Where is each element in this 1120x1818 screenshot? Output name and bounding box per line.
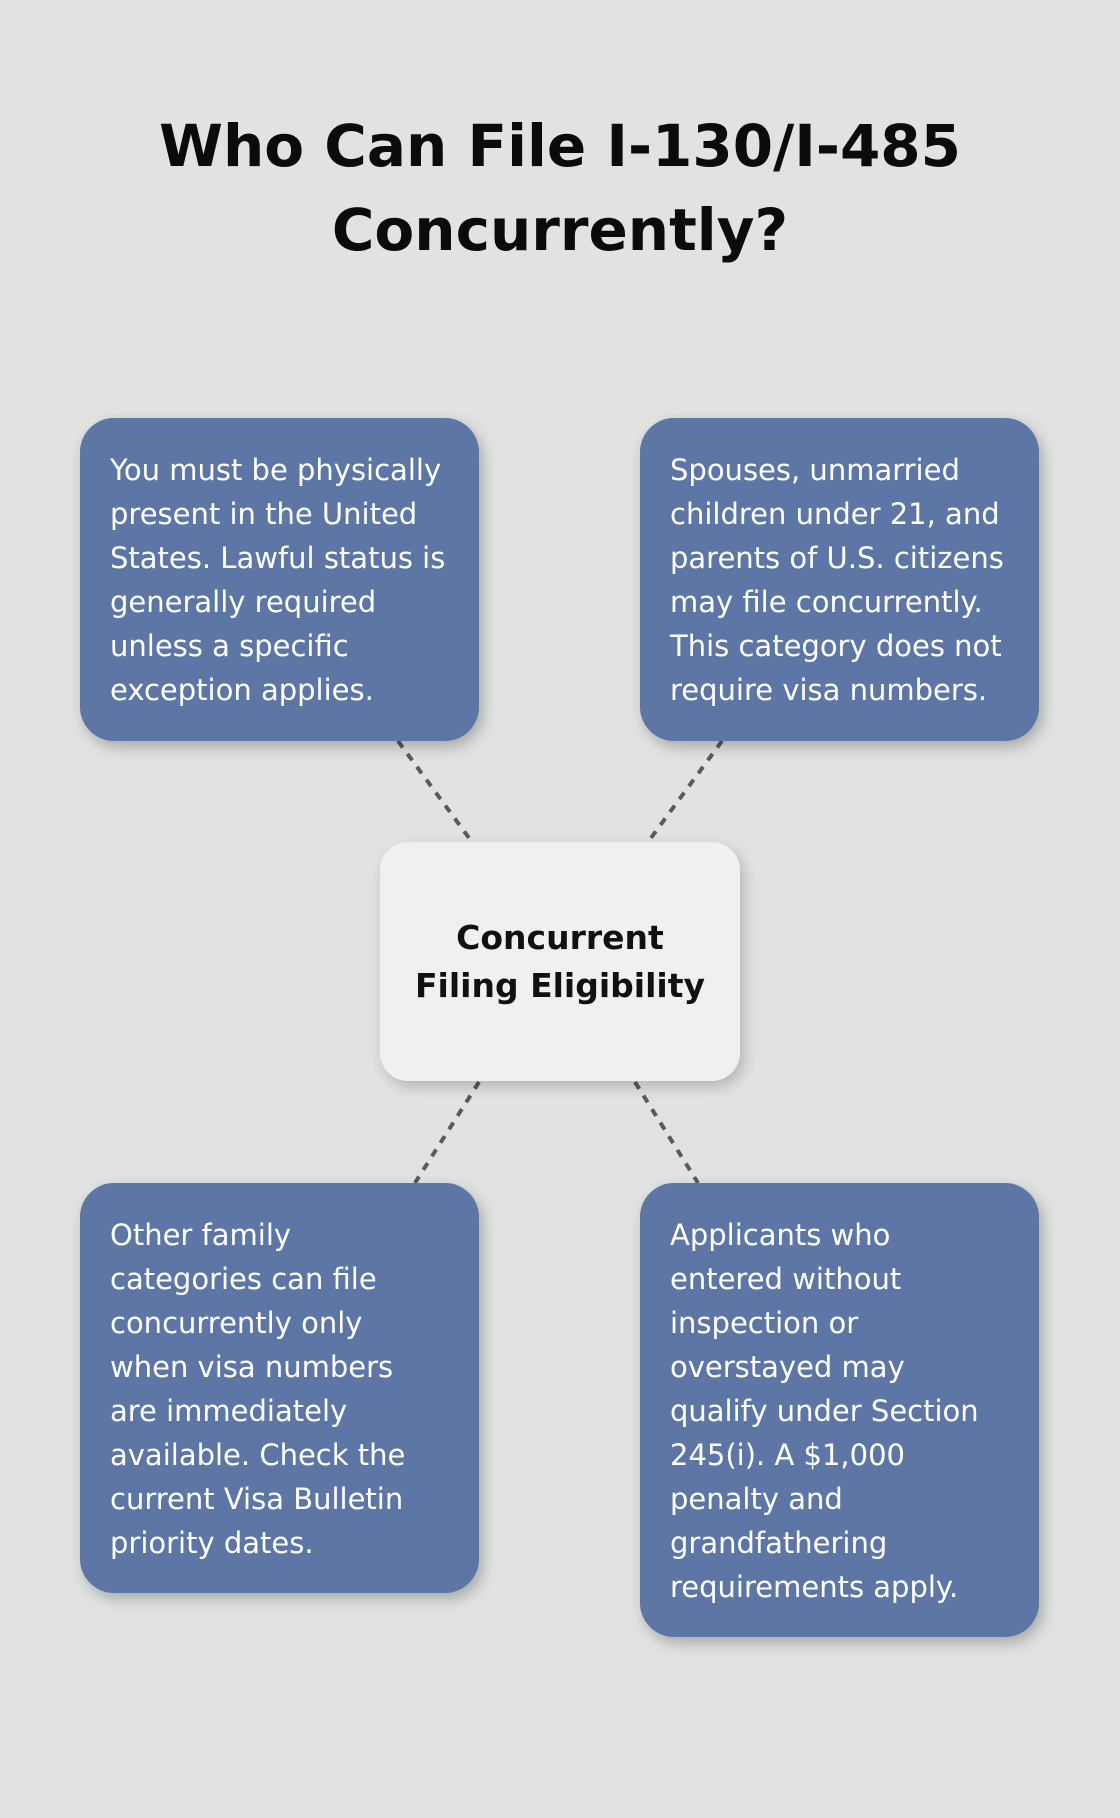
- card-line: present in the United: [110, 497, 418, 531]
- card-line: Spouses, unmarried: [670, 453, 960, 487]
- card-line: priority dates.: [110, 1526, 314, 1560]
- connector-bottom-left: [415, 1082, 479, 1183]
- connector-top-right: [648, 741, 722, 842]
- card-line: entered without: [670, 1262, 902, 1296]
- card-line: States. Lawful status is: [110, 541, 446, 575]
- card-line: concurrently only: [110, 1306, 363, 1340]
- card-line: grandfathering: [670, 1526, 888, 1560]
- card-physical-presence: [80, 418, 479, 741]
- center-node: [380, 842, 740, 1081]
- center-line-2: Filing Eligibility: [414, 965, 706, 1005]
- card-section-245i: [640, 1183, 1039, 1637]
- card-line: This category does not: [670, 629, 1002, 663]
- card-line: Other family: [110, 1218, 292, 1252]
- card-immediate-relatives: [640, 418, 1039, 741]
- card-line: may file concurrently.: [670, 585, 983, 619]
- card-line: children under 21, and: [670, 497, 1000, 531]
- connector-bottom-right: [635, 1082, 698, 1183]
- connector-top-left: [398, 741, 472, 842]
- center-line-1: Concurrent: [456, 917, 664, 957]
- card-line: exception applies.: [110, 673, 374, 707]
- card-other-family: [80, 1183, 479, 1593]
- card-line: inspection or: [670, 1306, 859, 1340]
- card-line: require visa numbers.: [670, 673, 988, 707]
- card-line: Applicants who: [670, 1218, 891, 1252]
- title-line-1: Who Can File I-130/I-485: [158, 112, 962, 180]
- card-line: requirements apply.: [670, 1570, 959, 1604]
- card-line: penalty and: [670, 1482, 843, 1516]
- card-line: unless a specific: [110, 629, 349, 663]
- card-line: when visa numbers: [110, 1350, 394, 1384]
- card-line: qualify under Section: [670, 1394, 979, 1428]
- card-line: categories can file: [110, 1262, 377, 1296]
- card-line: available. Check the: [110, 1438, 406, 1472]
- card-line: parents of U.S. citizens: [670, 541, 1004, 575]
- title-line-2: Concurrently?: [331, 196, 789, 264]
- card-line: generally required: [110, 585, 377, 619]
- card-line: overstayed may: [670, 1350, 905, 1384]
- card-line: You must be physically: [110, 453, 442, 487]
- card-line: are immediately: [110, 1394, 348, 1428]
- card-line: 245(i). A $1,000: [670, 1438, 906, 1472]
- card-line: current Visa Bulletin: [110, 1482, 404, 1516]
